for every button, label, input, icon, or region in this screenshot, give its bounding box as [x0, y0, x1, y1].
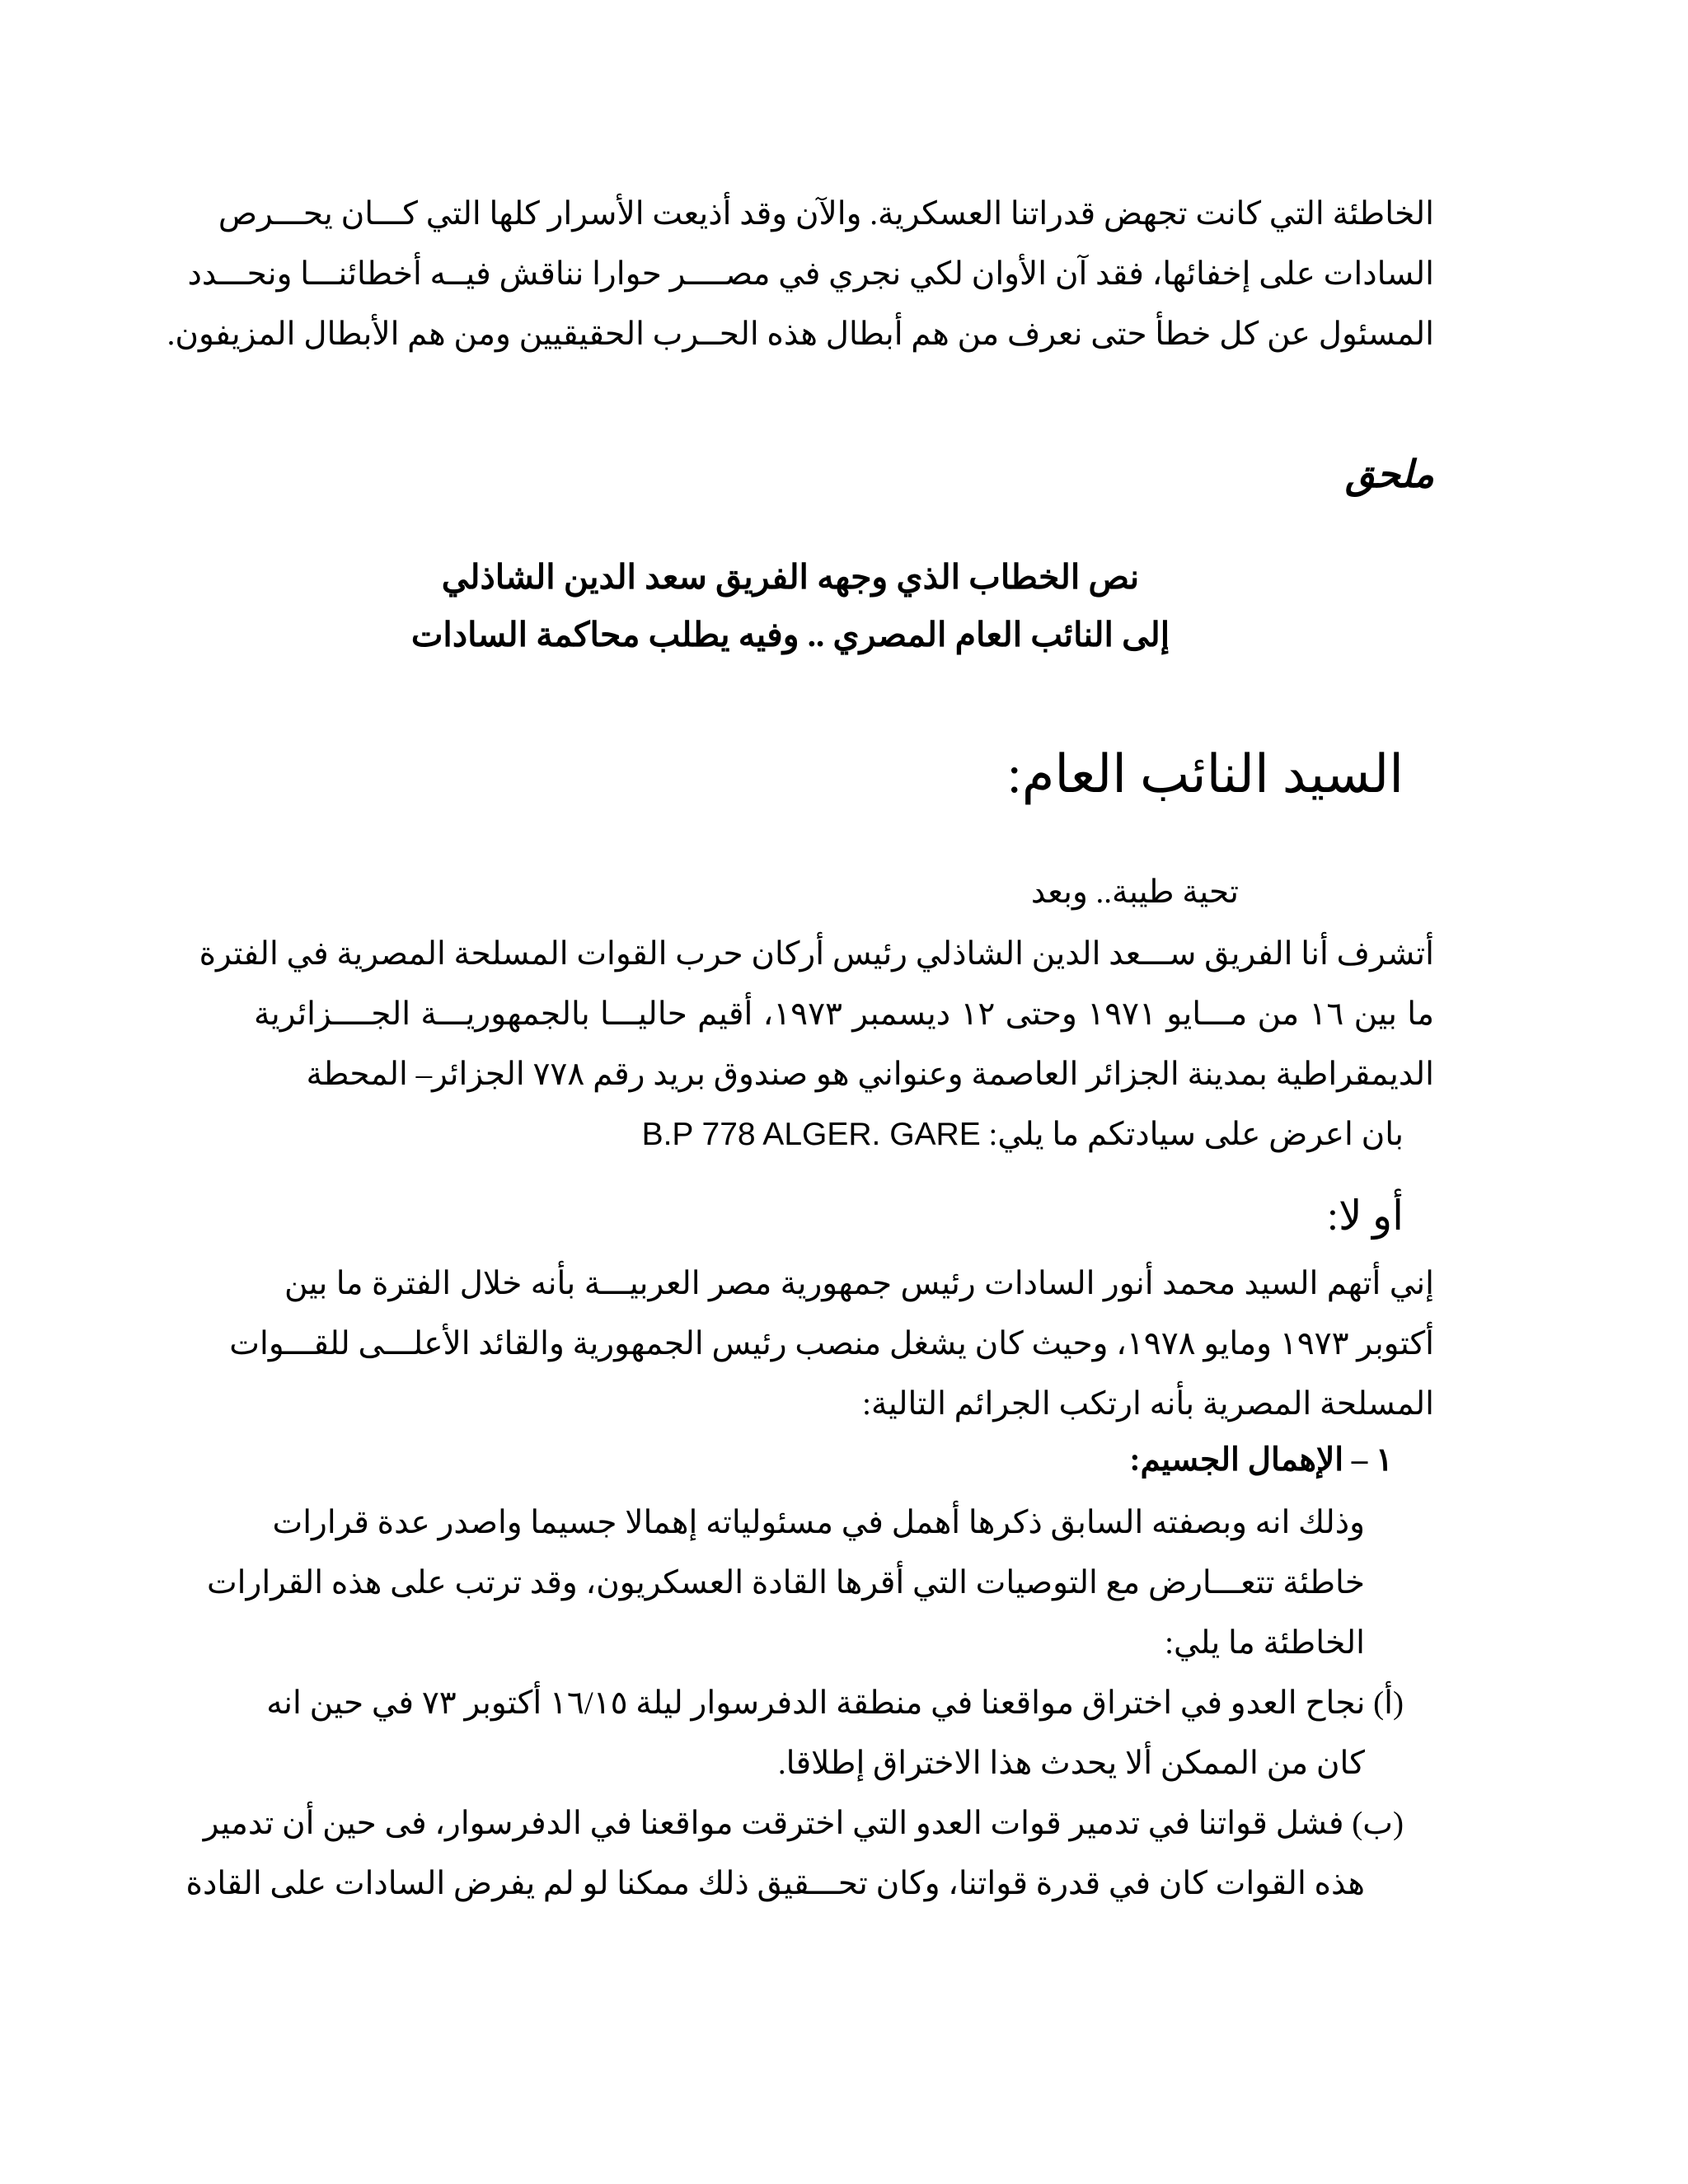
text-line: خاطئة تتعـــارض مع التوصيات التي أقرها القادة العسكريون، وقد ترتب على هذه القرارات	[206, 1565, 1365, 1601]
text-line: المسلحة المصرية بأنه ارتكب الجرائم التالية:	[862, 1386, 1434, 1422]
letter-heading	[0, 548, 1688, 663]
crime-1-heading: ١ – الإهمال الجسيم:	[1129, 1442, 1393, 1478]
text-line: أكتوبر ١٩٧٣ ومايو ١٩٧٨، وحيث كان يشغل منصب رئيس الجمهورية والقائد الأعلـــى للقـــوات	[229, 1326, 1434, 1361]
postal-address: B.P 778 ALGER. GARE	[641, 1117, 981, 1152]
salutation: السيد النائب العام:	[1006, 745, 1404, 804]
text-line: (ب) فشل قواتنا في تدمير قوات العدو التي اخترقت مواقعنا في الدفرسوار، فى حين أن تدمير	[203, 1806, 1404, 1841]
text-line: ما بين ١٦ من مـــايو ١٩٧١ وحتى ١٢ ديسمبر ١٩٧٣، أقيم حاليـــا بالجمهوريـــة الجــــزائرية	[254, 996, 1434, 1032]
text-line: هذه القوات كان في قدرة قواتنا، وكان تحـــقيق ذلك ممكنا لو لم يفرض السادات على القادة	[185, 1866, 1365, 1901]
text-line: الديمقراطية بمدينة الجزائر العاصمة وعنواني هو صندوق بريد رقم ٧٧٨ الجزائر– المحطة	[306, 1057, 1434, 1092]
text-line: الخاطئة التي كانت تجهض قدراتنا العسكرية. والآن وقد أذيعت الأسرار كلها التي كـــان يحـــرص	[218, 196, 1434, 232]
text-line: المسئول عن كل خطأ حتى نعرف من هم أبطال هذه الحــرب الحقيقيين ومن هم الأبطال المزيفون.	[166, 316, 1434, 352]
text-line: وذلك انه وبصفته السابق ذكرها أهمل في مسئولياته إهمالا جسيما واصدر عدة قرارات	[272, 1505, 1365, 1540]
text-line: أتشرف أنا الفريق ســـعد الدين الشاذلي رئيس أركان حرب القوات المسلحة المصرية في الفترة	[199, 936, 1434, 972]
text-line: السادات على إخفائها، فقد آن الأوان لكي نجري في مصــــر حوارا نناقش فيــه أخطائنـــا ونحـــدد	[187, 256, 1434, 292]
address-line	[642, 1112, 1404, 1158]
text-line: إني أتهم السيد محمد أنور السادات رئيس جمهورية مصر العربيـــة بأنه خلال الفترة ما بين	[284, 1266, 1434, 1301]
annex-title: ملحق	[1345, 453, 1434, 495]
heading-line-1: نص الخطاب الذي وجهه الفريق سعد الدين الشاذلي	[441, 558, 1140, 596]
greeting: تحية طيبة.. وبعد	[1030, 874, 1239, 910]
text-line: الخاطئة ما يلي:	[1165, 1625, 1365, 1661]
section-label-first: أو لا:	[1327, 1193, 1404, 1239]
heading-line-2: إلى النائب العام المصري .. وفيه يطلب محاكمة السادات	[410, 616, 1170, 654]
address-suffix: بان اعرض على سيادتكم ما يلي:	[988, 1117, 1404, 1152]
text-line: كان من الممكن ألا يحدث هذا الاختراق إطلاقا.	[777, 1746, 1365, 1781]
text-line: (أ) نجاح العدو في اختراق مواقعنا في منطقة الدفرسوار ليلة ١٦/١٥ أكتوبر ٧٣ في حين انه	[266, 1685, 1404, 1721]
